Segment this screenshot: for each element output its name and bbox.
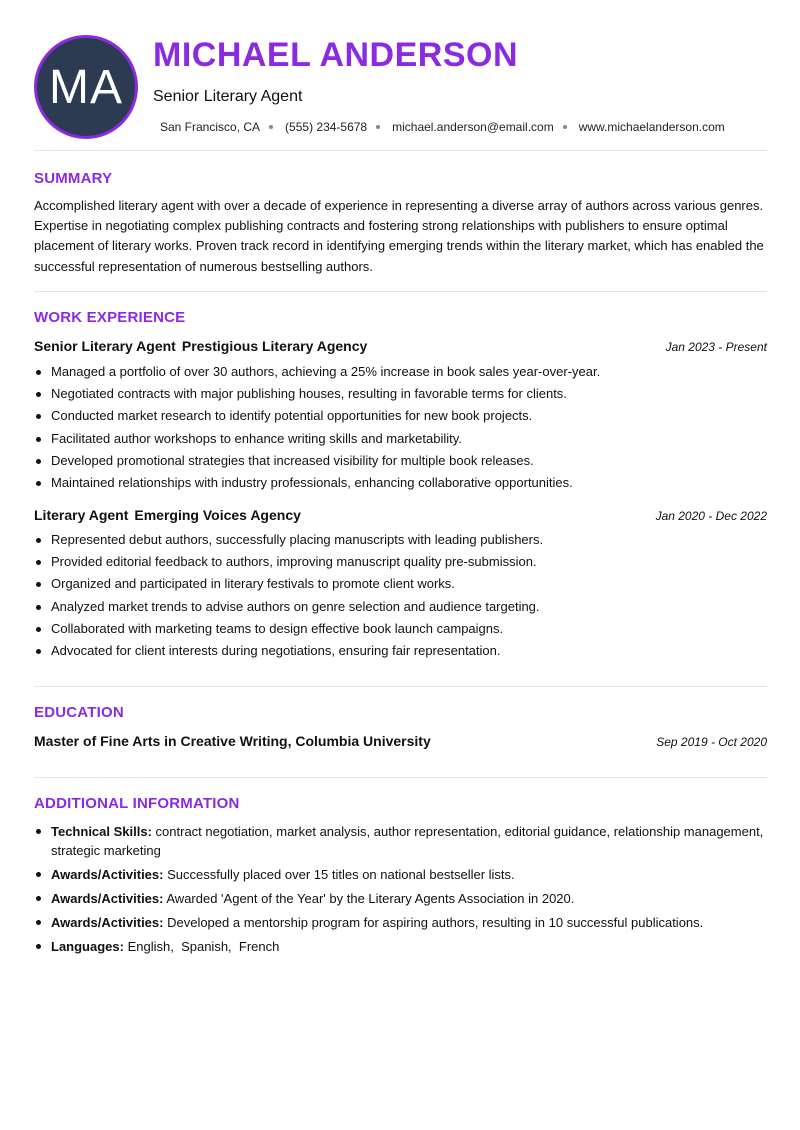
list-item: Maintained relationships with industry professionals, enhancing collaborative opportunities.: [34, 474, 767, 496]
summary-heading: SUMMARY: [34, 170, 113, 187]
list-item: Organized and participated in literary festivals to promote client works.: [34, 575, 767, 597]
education-heading: EDUCATION: [34, 704, 124, 721]
item-text: contract negotiation, market analysis, author representation, editorial guidance, relationship management, strategic marketing: [51, 824, 764, 858]
item-label: Awards/Activities:: [51, 915, 164, 930]
job-dates: Jan 2020 - Dec 2022: [655, 509, 767, 523]
divider: [34, 291, 767, 292]
separator-dot-icon: [563, 125, 567, 129]
list-item: Facilitated author workshops to enhance writing skills and marketability.: [34, 430, 767, 452]
item-label: Awards/Activities:: [51, 891, 164, 906]
divider: [34, 777, 767, 778]
list-item: Negotiated contracts with major publishing houses, resulting in favorable terms for clients.: [34, 385, 767, 407]
item-label: Awards/Activities:: [51, 867, 164, 882]
job-bullet-list: [34, 531, 767, 664]
job-dates: Jan 2023 - Present: [665, 340, 767, 354]
list-item: [34, 865, 767, 884]
job-company: Emerging Voices Agency: [134, 507, 301, 523]
education-degree: Master of Fine Arts in Creative Writing, Columbia University: [34, 733, 431, 749]
list-item: Conducted market research to identify potential opportunities for new book projects.: [34, 407, 767, 429]
summary-text: Accomplished literary agent with over a decade of experience in representing a diverse array of authors across various genres. Expertise in negotiating complex publishing contracts and fostering strong relationships with publishers to ensure optimal placement of literary works. Proven track record in identifying emerging trends within the literary market, which has enabled the successful representation of numerous bestselling authors.: [34, 198, 764, 274]
contact-phone: (555) 234-5678: [285, 120, 368, 134]
job-header: [34, 338, 767, 354]
separator-dot-icon: [269, 125, 273, 129]
list-item: Developed promotional strategies that increased visibility for multiple book releases.: [34, 452, 767, 474]
job-header: [34, 507, 767, 523]
item-label: Languages:: [51, 939, 124, 954]
additional-list: [34, 822, 767, 961]
list-item: [34, 822, 767, 860]
divider: [34, 686, 767, 687]
list-item: Analyzed market trends to advise authors on genre selection and audience targeting.: [34, 598, 767, 620]
experience-heading: WORK EXPERIENCE: [34, 309, 186, 326]
job-role: Senior Literary Agent: [34, 338, 176, 354]
job-company: Prestigious Literary Agency: [181, 338, 368, 354]
education-entry: [34, 733, 767, 749]
job-title: [34, 507, 301, 523]
avatar: [34, 35, 138, 139]
separator-dot-icon: [376, 125, 380, 129]
item-text: English, Spanish, French: [127, 939, 280, 954]
list-item: Represented debut authors, successfully placing manuscripts with leading publishers.: [34, 531, 767, 553]
additional-heading: ADDITIONAL INFORMATION: [34, 795, 240, 812]
candidate-name: MICHAEL ANDERSON: [153, 36, 519, 74]
job-title: [34, 338, 367, 354]
list-item: [34, 889, 767, 908]
item-text: Awarded 'Agent of the Year' by the Literary Agents Association in 2020.: [166, 891, 575, 906]
list-item: Collaborated with marketing teams to design effective book launch campaigns.: [34, 620, 767, 642]
contact-location: San Francisco, CA: [160, 120, 261, 134]
avatar-initials: MA: [49, 60, 123, 114]
list-item: Provided editorial feedback to authors, improving manuscript quality pre-submission.: [34, 553, 767, 575]
candidate-title: Senior Literary Agent: [153, 88, 303, 105]
divider: [34, 150, 767, 151]
list-item: Advocated for client interests during negotiations, ensuring fair representation.: [34, 642, 767, 664]
contact-line: [160, 120, 725, 134]
list-item: Managed a portfolio of over 30 authors, achieving a 25% increase in book sales year-over-year.: [34, 363, 767, 385]
contact-website[interactable]: www.michaelanderson.com: [578, 120, 725, 134]
list-item: [34, 937, 767, 956]
list-item: [34, 913, 767, 932]
job-bullet-list: [34, 363, 767, 496]
item-label: Technical Skills:: [51, 824, 152, 839]
job-role: Literary Agent: [34, 507, 129, 523]
contact-email[interactable]: michael.anderson@email.com: [392, 120, 554, 134]
education-dates: Sep 2019 - Oct 2020: [656, 735, 767, 749]
item-text: Successfully placed over 15 titles on national bestseller lists.: [167, 867, 515, 882]
item-text: Developed a mentorship program for aspiring authors, resulting in 10 successful publications.: [167, 915, 704, 930]
